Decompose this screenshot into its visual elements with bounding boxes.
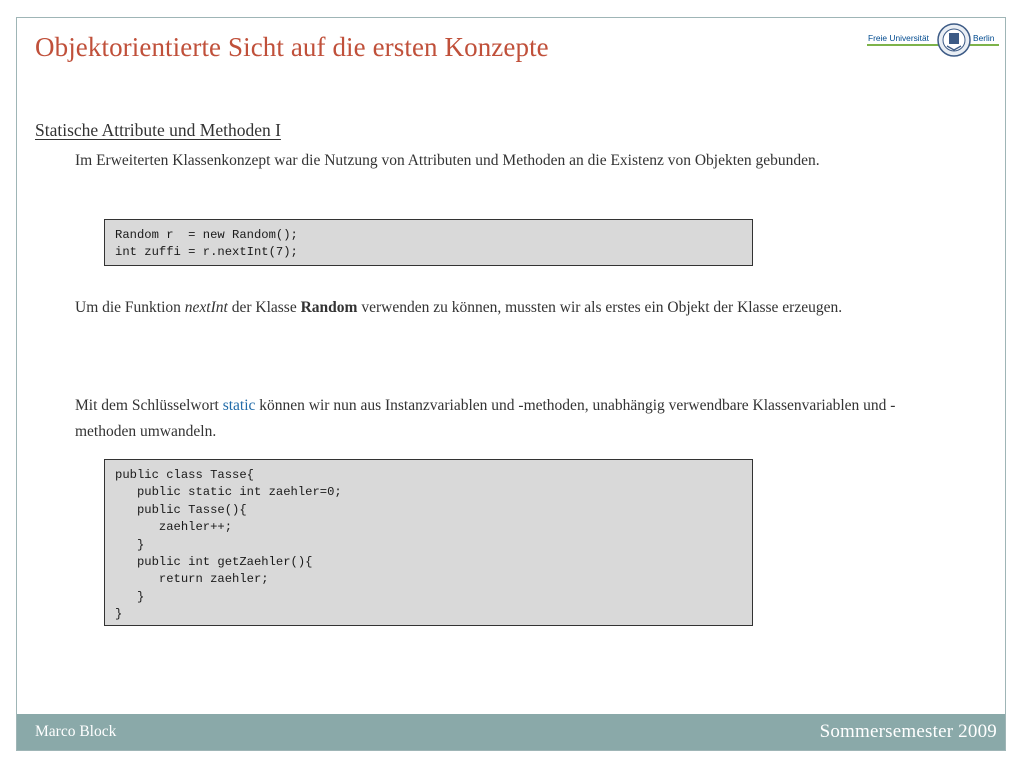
static-paragraph [75,393,925,445]
code-line: int zuffi = r.nextInt(7); [115,245,298,260]
code-line: public class Tasse{ [115,468,254,482]
section-heading: Statische Attribute und Methoden I [35,120,281,140]
code-line: zaehler++; [115,520,233,535]
code-line: public int getZaehler(){ [115,554,313,569]
code-line: Random r = new Random(); [115,228,298,242]
code-line: } [115,607,123,622]
code-line: } [115,537,145,552]
logo-text-right: Berlin [973,33,995,43]
logo-text-left: Freie Universität [868,33,929,43]
intro-paragraph: Im Erweiterten Klassenkonzept war die Nutzung von Attributen und Methoden an die Existenz von Objekten gebunden. [75,152,820,169]
slide [16,17,1006,751]
text-fragment: verwenden zu können, mussten wir als erstes ein Objekt der Klasse erzeugen. [357,299,843,316]
slide-title: Objektorientierte Sicht auf die ersten Konzepte [35,32,549,62]
text-fragment: der Klasse [227,299,301,316]
text-fragment: können wir nun aus Instanzvariablen und -methoden, unabhängig verwendbare Klassenvariablen und -methoden umwandeln. [75,397,896,440]
code-line: } [115,589,145,604]
text-fragment: Um die Funktion [75,299,185,316]
semester-label: Sommersemester 2009 [819,721,997,742]
code-block-tasse [104,459,753,626]
keyword-term: static [222,397,256,414]
author-name: Marco Block [35,723,117,740]
code-line: return zaehler; [115,572,269,587]
university-logo [867,22,999,58]
code-block-random [104,219,753,266]
code-line: public static int zaehler=0; [115,485,342,500]
bold-term: Random [300,299,358,316]
code-line: public Tasse(){ [115,502,247,517]
nextint-paragraph [75,295,925,321]
footer-bar [17,714,1005,750]
italic-term: nextInt [184,299,228,316]
text-fragment: Mit dem Schlüsselwort [75,397,223,414]
